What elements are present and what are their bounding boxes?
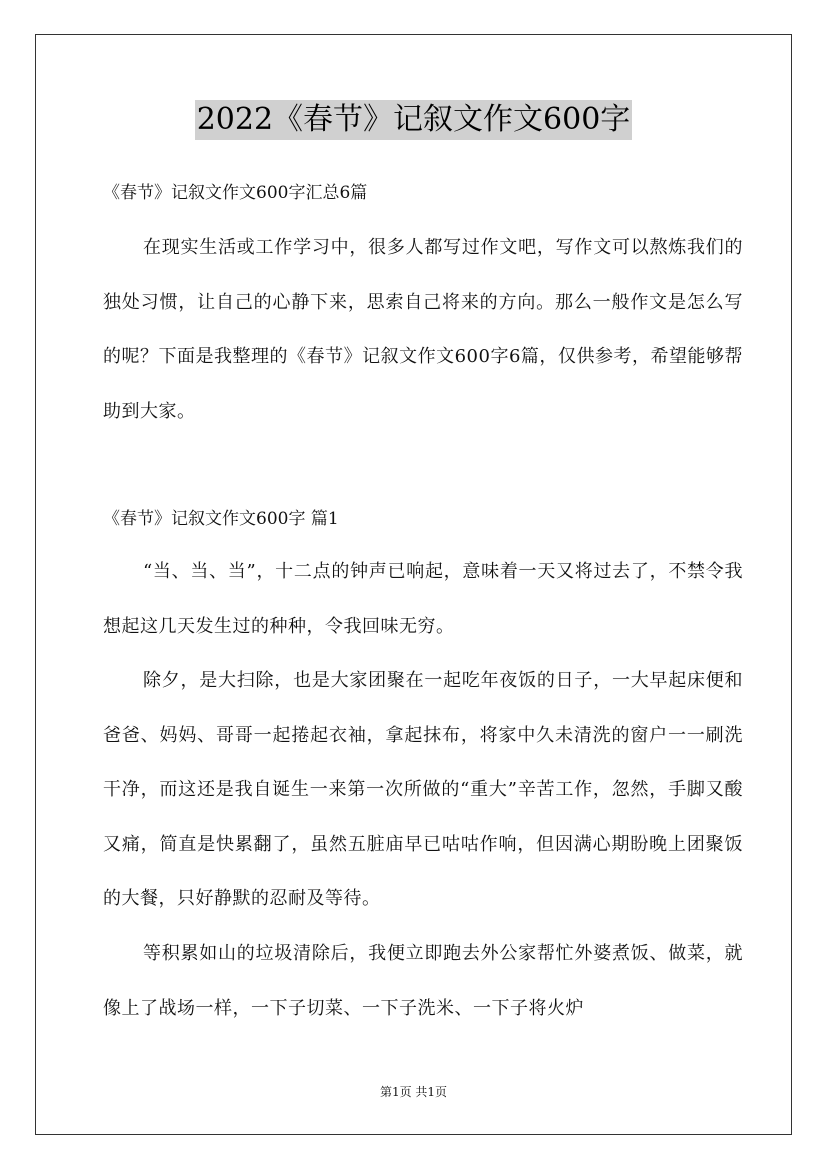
summary-heading: 《春节》记叙文作文600字汇总6篇 [103, 183, 368, 203]
title-wrap [0, 100, 827, 140]
body-paragraph-2: 除夕，是大扫除，也是大家团聚在一起吃年夜饭的日子，一大早起床便和爸爸、妈妈、哥哥一起捲起衣袖，拿起抹布，将家中久未清洗的窗户一一刷洗干净，而这还是我自诞生一来第一次所做的“重大”辛苦工作，忽然，手脚又酸又痛，简直是快累翻了，虽然五脏庙早已咕咕作响，但因满心期盼晚上团聚饭的大餐，只好静默的忍耐及等待。 [103, 670, 743, 909]
document-title: 2022《春节》记叙文作文600字 [195, 100, 633, 140]
body-paragraph-3: 等积累如山的垃圾清除后，我便立即跑去外公家帮忙外婆煮饭、做菜，就像上了战场一样，一下子切菜、一下子洗米、一下子将火炉 [103, 943, 743, 1019]
body-paragraph-1: “当、当、当”，十二点的钟声已响起，意味着一天又将过去了，不禁令我想起这几天发生过的种种，令我回味无穷。 [103, 561, 743, 637]
intro-paragraph: 在现实生活或工作学习中，很多人都写过作文吧，写作文可以熬炼我们的独处习惯，让自己的心静下来，思索自己将来的方向。那么一般作文是怎么写的呢？下面是我整理的《春节》记叙文作文600字6篇，仅供参考，希望能够帮助到大家。 [103, 237, 743, 422]
section-heading: 《春节》记叙文作文600字 篇1 [103, 509, 339, 529]
page-footer: 第1页 共1页 [379, 1085, 448, 1099]
